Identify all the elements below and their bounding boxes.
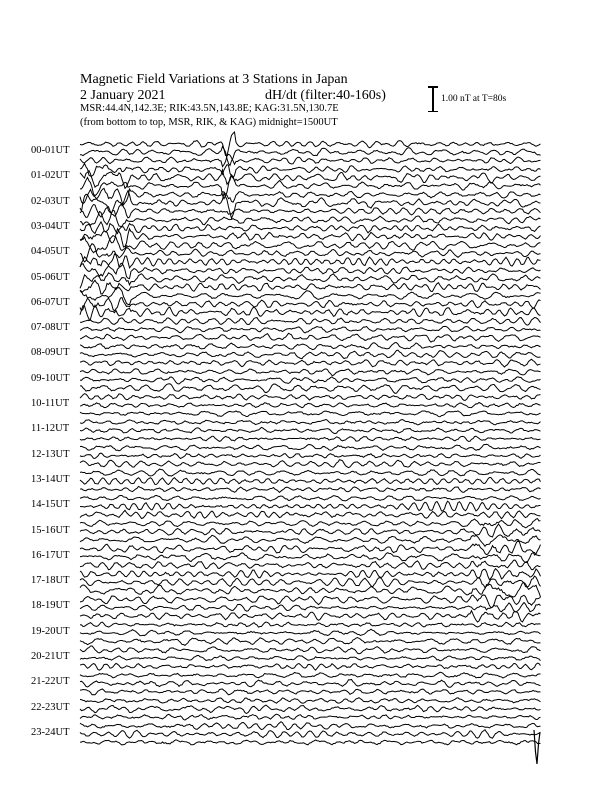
trace-kag-04-05UT — [80, 236, 541, 253]
trace-kag-12-13UT — [80, 444, 541, 451]
trace-msr-18-19UT — [80, 611, 541, 622]
hour-label: 02-03UT — [31, 195, 70, 207]
hour-label: 08-09UT — [31, 347, 70, 359]
trace-kag-20-21UT — [80, 646, 541, 654]
trace-rik-08-09UT — [80, 350, 541, 358]
hour-label: 10-11UT — [31, 398, 70, 409]
hour-label: 01-02UT — [31, 170, 70, 182]
hour-label: 15-16UT — [31, 524, 70, 536]
hour-label: 22-23UT — [31, 701, 70, 713]
hour-label: 06-07UT — [31, 296, 70, 308]
trace-rik-10-11UT — [80, 403, 541, 408]
trace-kag-10-11UT — [80, 394, 541, 401]
trace-rik-03-04UT — [80, 222, 541, 234]
trace-msr-00-01UT — [80, 154, 541, 166]
trace-rik-12-13UT — [80, 453, 541, 458]
trace-rik-21-22UT — [80, 679, 541, 687]
trace-rik-19-20UT — [80, 629, 541, 635]
trace-msr-09-10UT — [80, 384, 541, 394]
trace-rik-13-14UT — [80, 477, 541, 484]
trace-rik-15-16UT — [80, 524, 541, 537]
trace-rik-17-18UT — [80, 576, 541, 588]
trace-rik-05-06UT — [80, 273, 541, 289]
hour-label: 00-01UT — [31, 145, 70, 156]
chart-date: 2 January 2021 — [80, 88, 166, 103]
hour-label: 09-10UT — [31, 372, 70, 384]
trace-msr-14-15UT — [80, 510, 541, 518]
hour-label: 03-04UT — [31, 220, 70, 232]
hour-label: 17-18UT — [31, 575, 70, 587]
trace-msr-02-03UT — [80, 203, 541, 217]
trace-kag-14-15UT — [80, 495, 541, 500]
trace-rik-16-17UT — [80, 552, 541, 562]
trace-kag-13-14UT — [80, 469, 541, 476]
hour-label: 13-14UT — [31, 473, 70, 485]
trace-kag-11-12UT — [80, 419, 541, 424]
trace-rik-07-08UT — [80, 326, 541, 332]
trace-rik-00-01UT — [80, 146, 541, 165]
trace-msr-19-20UT — [80, 638, 541, 646]
hour-label: 04-05UT — [31, 246, 70, 258]
hour-label: 16-17UT — [31, 549, 70, 561]
chart-quantity: dH/dt (filter:40-160s) — [265, 88, 386, 103]
trace-rik-01-02UT — [80, 170, 541, 188]
trace-msr-08-09UT — [80, 359, 541, 367]
trace-msr-23-24UT — [80, 740, 541, 745]
trace-msr-07-08UT — [80, 333, 541, 342]
trace-spike — [534, 730, 540, 764]
hour-label: 23-24UT — [31, 726, 70, 738]
station-coordinates: MSR:44.4N,142.3E; RIK:43.5N,143.8E; KAG:31.5N,130.7E — [80, 103, 339, 114]
trace-kag-15-16UT — [80, 519, 541, 528]
trace-msr-20-21UT — [80, 663, 541, 670]
hour-label: 14-15UT — [31, 499, 70, 511]
trace-msr-10-11UT — [80, 411, 541, 417]
hour-label: 11-12UT — [31, 423, 70, 435]
trace-msr-21-22UT — [80, 689, 541, 695]
trace-kag-01-02UT — [80, 163, 541, 178]
trace-kag-08-09UT — [80, 343, 541, 350]
trace-msr-17-18UT — [80, 583, 541, 597]
trace-msr-11-12UT — [80, 436, 541, 441]
trace-rik-23-24UT — [80, 730, 541, 738]
trace-rik-14-15UT — [80, 501, 541, 511]
scale-label: 1.00 nT at T=80s — [441, 94, 507, 104]
trace-kag-19-20UT — [80, 622, 541, 627]
hour-label: 21-22UT — [31, 676, 70, 688]
trace-kag-17-18UT — [80, 569, 541, 580]
hour-label: 18-19UT — [31, 600, 70, 612]
trace-msr-04-05UT — [80, 254, 541, 268]
trace-kag-03-04UT — [80, 210, 541, 226]
trace-kag-09-10UT — [80, 369, 541, 376]
trace-msr-15-16UT — [80, 535, 541, 546]
hour-label: 20-21UT — [31, 651, 70, 662]
hour-label: 07-08UT — [31, 322, 70, 334]
hour-label: 19-20UT — [31, 625, 70, 637]
trace-msr-16-17UT — [80, 560, 541, 570]
station-order-note: (from bottom to top, MSR, RIK, & KAG) midnight=1500UT — [80, 117, 338, 128]
hour-label: 05-06UT — [31, 271, 70, 283]
trace-rik-06-07UT — [80, 298, 541, 311]
trace-kag-07-08UT — [80, 317, 541, 325]
trace-kag-05-06UT — [80, 263, 541, 278]
trace-rik-22-23UT — [80, 705, 541, 713]
trace-msr-13-14UT — [80, 486, 541, 492]
trace-kag-23-24UT — [80, 722, 541, 730]
trace-msr-03-04UT — [80, 229, 541, 247]
trace-msr-06-07UT — [80, 305, 541, 319]
trace-rik-09-10UT — [80, 377, 541, 384]
trace-rik-11-12UT — [80, 427, 541, 433]
trace-kag-22-23UT — [80, 698, 541, 703]
trace-kag-18-19UT — [80, 595, 541, 608]
trace-kag-16-17UT — [80, 541, 541, 555]
trace-msr-12-13UT — [80, 460, 541, 468]
chart-title: Magnetic Field Variations at 3 Stations in Japan — [80, 72, 348, 87]
hour-label: 12-13UT — [31, 448, 70, 460]
trace-kag-21-22UT — [80, 672, 541, 678]
trace-rik-20-21UT — [80, 655, 541, 660]
trace-kag-02-03UT — [80, 188, 541, 204]
trace-msr-22-23UT — [80, 714, 541, 720]
